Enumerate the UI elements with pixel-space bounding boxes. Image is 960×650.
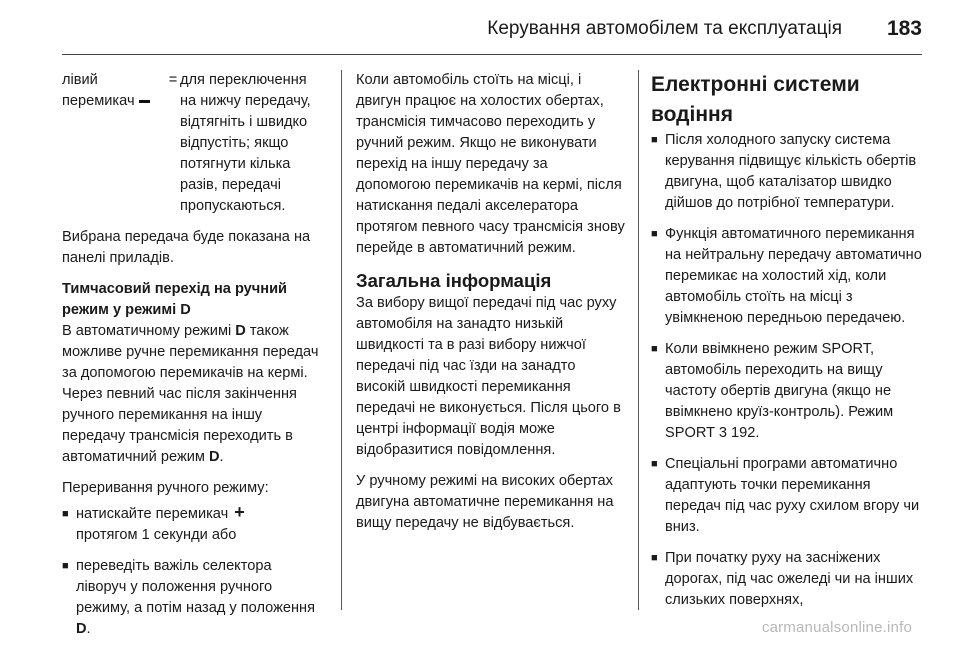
text-run: 192. — [731, 425, 760, 441]
bullet-icon: ■ — [651, 134, 658, 146]
bullet-item — [651, 130, 923, 214]
column-1 — [62, 70, 324, 650]
text-run: В автоматичному режимі — [62, 323, 232, 339]
section-heading: Загальна інформація — [356, 270, 552, 291]
page-reference-icon: 3 — [718, 425, 727, 441]
section-heading: Тимчасовий перехід на ручний режим у режимі D — [62, 281, 288, 318]
bullet-item — [651, 339, 923, 444]
spacer — [356, 259, 626, 269]
mode-d-label: D — [76, 621, 87, 637]
section-heading: Електронні системи водіння — [651, 73, 860, 126]
plus-paddle-icon: + — [234, 502, 245, 522]
bullet-text: Спеціальні програми автоматично адаптують точки перемикання передач під час руху схилом вгору чи вниз. — [665, 456, 920, 535]
paragraph: Коли автомобіль стоїть на місці, і двигун працює на холостих обертах, трансмісія тимчасово переходить у ручний режим. Якщо не виконувати перехід на іншу передачу за допомогою перемикачів на кермі, після натискання педалі акселератора протягом певного часу трансмісія знову перейде в автоматичний режим. — [356, 72, 625, 256]
term-line-1: лівий — [62, 72, 98, 88]
bullet-icon: ■ — [651, 458, 658, 470]
paragraph — [62, 321, 324, 468]
definition-row — [62, 70, 324, 217]
bullet-text: При початку руху на засніжених дорогах, під час ожеледі чи на інших слизьких поверхнях, — [665, 550, 914, 608]
bullet-item — [651, 454, 923, 538]
paragraph: У ручному режимі на високих обертах двигуна автоматичне перемикання на вищу передачу не відбувається. — [356, 473, 614, 531]
bullet-text: Після холодного запуску система керування підвищує кількість обертів двигуна, щоб каталізатор швидко дійшов до потрібної температури. — [665, 132, 917, 211]
spacer — [62, 468, 324, 478]
column-divider — [341, 70, 342, 610]
spacer — [62, 217, 324, 227]
paragraph: За вибору вищої передачі під час руху автомобіля на занадто низькій швидкості та в разі вибору нижчої передачі під час їзди на занадто високій швидкості перемикання передачі не виконується. Після цього в центрі інформації водія може відобразитися повідомлення. — [356, 295, 621, 458]
paragraph: Вибрана передача буде показана на панелі приладів. — [62, 229, 311, 266]
column-2 — [356, 70, 626, 534]
text-run: . — [86, 621, 91, 637]
spacer — [356, 461, 626, 471]
bullet-text: Функція автоматичного перемикання на нейтральну передачу автоматично перемикає на холостий хід, коли автомобіль стоїть на місці з увімкненою передньою передачею. — [665, 226, 922, 326]
minus-paddle-icon — [139, 100, 150, 103]
bullet-icon: ■ — [651, 343, 658, 355]
spacer — [62, 269, 324, 279]
page-number: 183 — [886, 17, 922, 40]
definition-term — [62, 70, 166, 217]
text-run: також можливе ручне перемикання передач за допомогою перемикачів на кермі. Через певний час після закінчення ручного перемикання на іншу передачу трансмісія переходить в автоматичний режим — [62, 323, 319, 465]
page-header-title: Керування автомобілем та експлуатація — [487, 18, 842, 39]
text-run: натискайте перемикач — [76, 506, 229, 522]
bullet-icon: ■ — [651, 552, 658, 564]
bullet-icon: ■ — [62, 508, 69, 520]
bullet-item — [62, 556, 324, 640]
column-3 — [651, 70, 923, 621]
column-divider — [638, 70, 639, 610]
definition-equals: = — [168, 72, 178, 88]
text-run: . — [219, 449, 224, 465]
definition-text: для переключення на нижчу передачу, відтягніть і швидко відпустіть; якщо потягнути кілька разів, передачі пропускаються. — [180, 72, 311, 214]
bullet-text — [665, 339, 923, 444]
bullet-text — [76, 556, 324, 640]
text-run: Коли ввімкнено режим SPORT, автомобіль переходить на вищу частоту обертів двигуна (якщо не ввімкнено круїз-контроль). Режим SPORT — [665, 341, 894, 441]
mode-d-label: D — [235, 323, 246, 339]
bullet-icon: ■ — [651, 228, 658, 240]
term-line-2: перемикач — [62, 93, 135, 109]
watermark: carmanualsonline.info — [761, 619, 912, 636]
text-run: протягом 1 секунди або — [76, 527, 237, 543]
header-rule — [62, 54, 922, 55]
bullet-item — [651, 224, 923, 329]
mode-d-label: D — [208, 449, 220, 465]
text-run: переведіть важіль селектора ліворуч у положення ручного режиму, а потім назад у положення — [76, 558, 315, 616]
bullet-item — [651, 548, 923, 611]
bullet-item — [62, 504, 324, 546]
paragraph: Переривання ручного режиму: — [62, 480, 269, 496]
bullet-icon: ■ — [62, 560, 69, 572]
bullet-text — [76, 504, 324, 546]
